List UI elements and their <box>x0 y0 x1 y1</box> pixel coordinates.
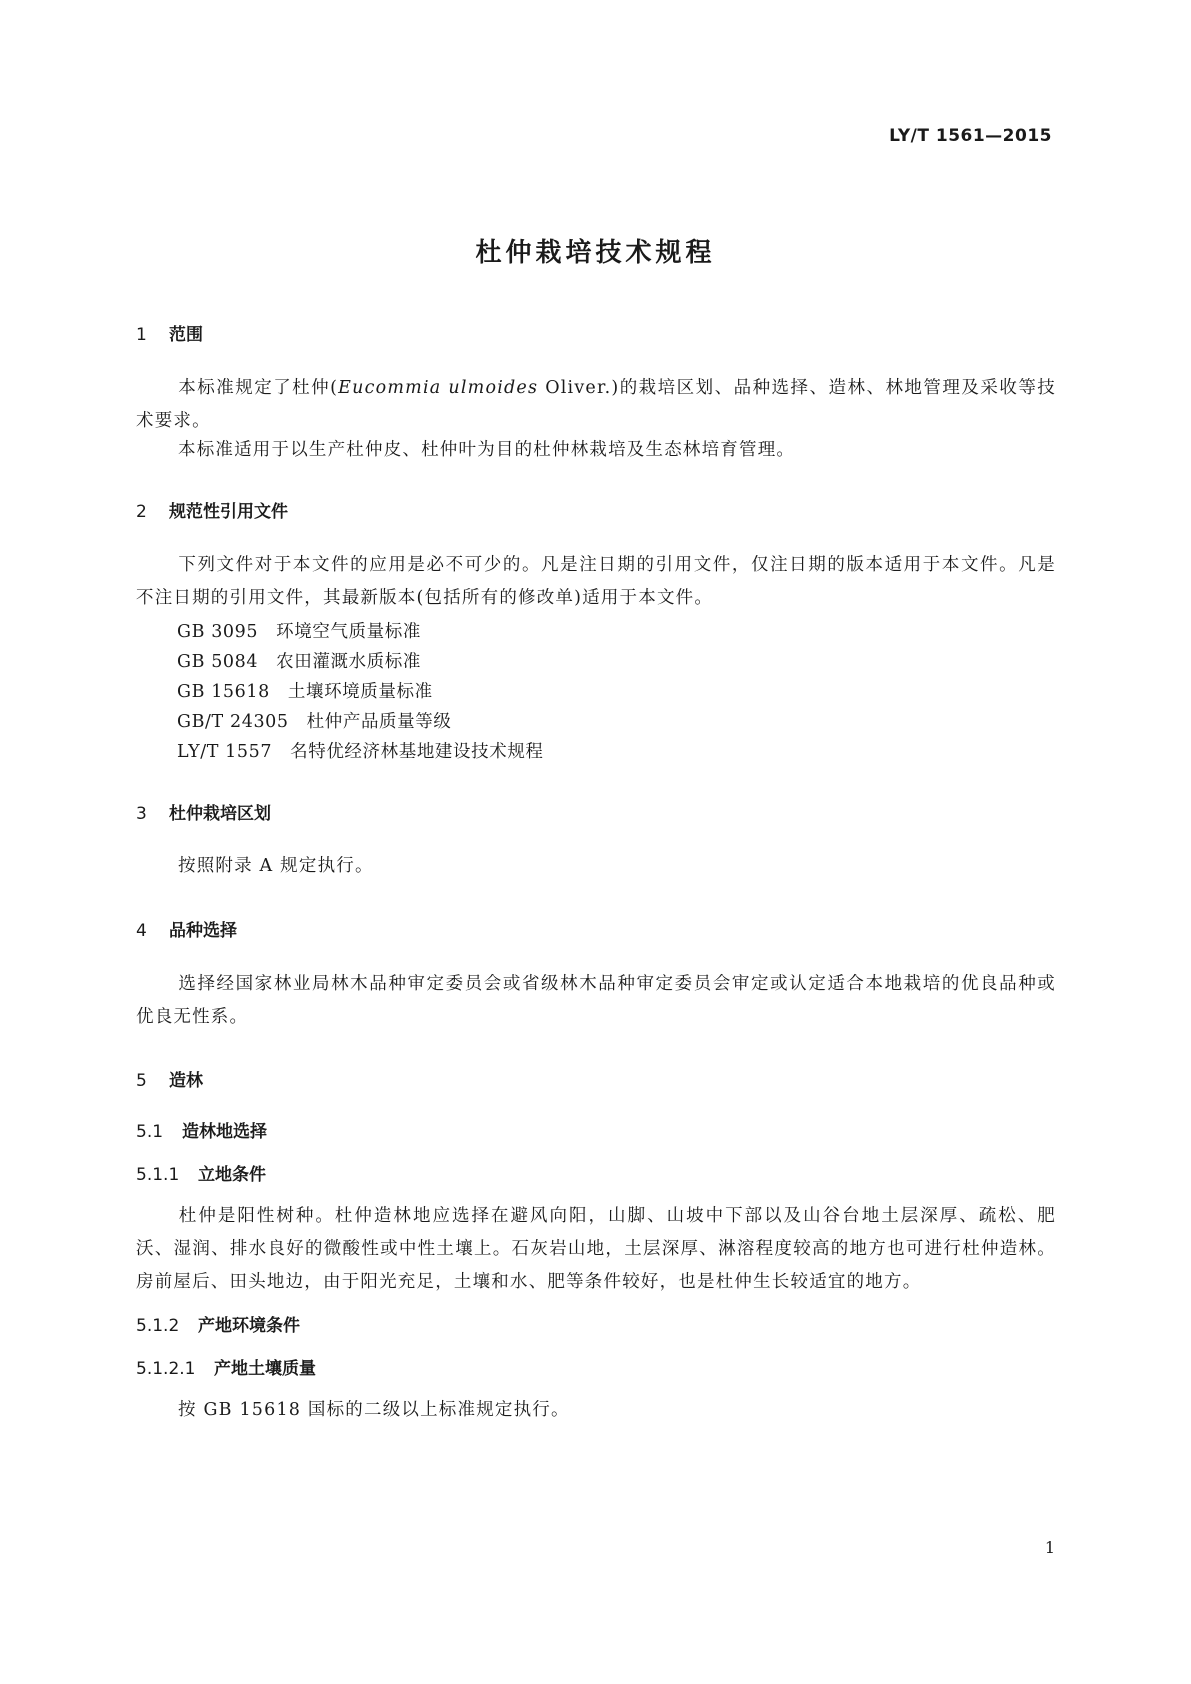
section-4-paragraph-1 <box>136 968 1056 1034</box>
section-title: 范围 <box>169 325 203 345</box>
reference-name: 环境空气质量标准 <box>276 622 421 642</box>
section-heading-5-1-1 <box>136 1160 266 1185</box>
section-title: 造林 <box>169 1071 203 1091</box>
section-2-paragraph-1 <box>136 549 1056 615</box>
paragraph-text: 按照附录 A 规定执行。 <box>178 856 374 876</box>
section-number: 5.1.2 <box>136 1316 180 1336</box>
reference-code: GB 3095 <box>177 622 259 642</box>
section-number: 5.1.1 <box>136 1165 180 1185</box>
section-5-1-1-paragraph-1 <box>136 1200 1056 1299</box>
reference-code: GB/T 24305 <box>177 712 289 732</box>
section-number: 3 <box>136 804 147 824</box>
section-heading-4 <box>136 916 237 941</box>
paragraph-text: 选择经国家林业局林木品种审定委员会或省级林木品种审定委员会审定或认定适合本地栽培的优良品种或优良无性系。 <box>136 974 1056 1027</box>
section-5-1-2-1-paragraph-1 <box>136 1394 1056 1427</box>
section-number: 5 <box>136 1071 147 1091</box>
section-heading-5-1-2-1 <box>136 1354 316 1379</box>
section-title: 杜仲栽培区划 <box>169 804 271 824</box>
section-title: 规范性引用文件 <box>169 502 288 522</box>
section-number: 5.1.2.1 <box>136 1359 196 1379</box>
section-heading-3 <box>136 799 271 824</box>
section-3-paragraph-1 <box>136 850 1056 883</box>
reference-code: GB 15618 <box>177 682 270 702</box>
reference-code: LY/T 1557 <box>177 742 273 762</box>
paragraph-text: 本标准适用于以生产杜仲皮、杜仲叶为目的杜仲林栽培及生态林培育管理。 <box>178 440 796 460</box>
paragraph-text: 杜仲是阳性树种。杜仲造林地应选择在避风向阳，山脚、山坡中下部以及山谷台地土层深厚、疏松、肥沃、湿润、排水良好的微酸性或中性土壤上。石灰岩山地，土层深厚、淋溶程度较高的地方也可进行杜仲造林。房前屋后、田头地边，由于阳光充足，土壤和水、肥等条件较好，也是杜仲生长较适宜的地方。 <box>136 1206 1056 1292</box>
section-1-paragraph-1 <box>136 372 1056 438</box>
reference-name: 杜仲产品质量等级 <box>306 712 452 732</box>
section-title: 立地条件 <box>198 1165 266 1185</box>
paragraph-text: 下列文件对于本文件的应用是必不可少的。凡是注日期的引用文件，仅注日期的版本适用于本文件。凡是不注日期的引用文件，其最新版本(包括所有的修改单)适用于本文件。 <box>136 555 1056 608</box>
standard-code: LY/T 1561—2015 <box>889 126 1052 146</box>
paragraph-text: Oliver.)的栽培区划、品种选择、造林、林地管理及采收等技术要求。 <box>136 378 1056 431</box>
paragraph-text: 按 GB 15618 国标的二级以上标准规定执行。 <box>178 1400 570 1420</box>
section-number: 2 <box>136 502 147 522</box>
reference-code: GB 5084 <box>177 652 259 672</box>
normative-reference <box>177 618 421 643</box>
section-heading-1 <box>136 320 203 345</box>
document-title: 杜仲栽培技术规程 <box>475 238 716 268</box>
normative-reference <box>177 738 544 763</box>
section-number: 1 <box>136 325 147 345</box>
section-heading-2 <box>136 497 288 522</box>
normative-reference <box>177 648 421 673</box>
reference-name: 土壤环境质量标准 <box>287 682 433 702</box>
section-1-paragraph-2 <box>136 434 1056 467</box>
normative-reference <box>177 708 451 733</box>
page-number: 1 <box>1044 1538 1055 1557</box>
section-heading-5 <box>136 1066 203 1091</box>
section-heading-5-1 <box>136 1117 267 1142</box>
normative-reference <box>177 678 433 703</box>
reference-name: 农田灌溉水质标准 <box>276 652 421 672</box>
section-title: 产地环境条件 <box>198 1316 300 1336</box>
section-title: 造林地选择 <box>182 1122 267 1142</box>
section-heading-5-1-2 <box>136 1311 300 1336</box>
section-title: 产地土壤质量 <box>214 1359 316 1379</box>
section-number: 4 <box>136 921 147 941</box>
paragraph-text: 本标准规定了杜仲( <box>178 378 339 398</box>
section-title: 品种选择 <box>169 921 237 941</box>
latin-name: Eucommia ulmoides <box>338 378 539 398</box>
section-number: 5.1 <box>136 1122 164 1142</box>
reference-name: 名特优经济林基地建设技术规程 <box>290 742 544 762</box>
